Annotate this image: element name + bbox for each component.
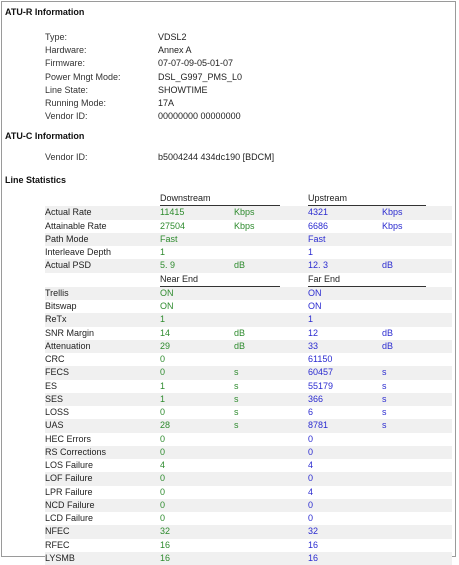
far-unit [382, 472, 452, 485]
near-unit: s [234, 393, 308, 406]
field-label: Line State: [45, 84, 89, 95]
far-unit [382, 512, 452, 525]
far-unit [382, 499, 452, 512]
near-value: 1 [160, 313, 234, 326]
atur-row-hardware [45, 44, 242, 57]
stat-row-lysmb [45, 552, 452, 565]
far-value: 8781 [308, 419, 382, 432]
far-unit [382, 300, 452, 313]
stat-row-es [45, 380, 452, 393]
far-unit [382, 287, 452, 300]
stat-row-retx [45, 313, 452, 326]
near-value: 0 [160, 486, 166, 497]
field-value: 07-07-09-05-01-07 [158, 58, 234, 69]
near-unit [234, 486, 308, 499]
near-value: ON [160, 301, 174, 311]
field-value: SHOWTIME [158, 84, 208, 95]
field-value: 00000000 00000000 [158, 111, 241, 122]
near-unit [234, 233, 308, 246]
stat-label: FECS [45, 366, 160, 379]
far-value: 1 [308, 313, 382, 326]
stat-label: HEC Errors [45, 433, 92, 444]
near-value: 4 [160, 460, 166, 470]
far-header-label: Far End [308, 273, 426, 287]
far-value: 0 [308, 472, 382, 485]
far-value: 0 [308, 446, 382, 459]
far-unit: s [382, 366, 452, 379]
far-unit [382, 552, 452, 565]
near-value: 0 [160, 433, 166, 444]
stat-row-actual-psd [45, 259, 452, 272]
stat-row-uas [45, 419, 452, 432]
near-unit: dB [234, 340, 308, 353]
header-cell-near [160, 192, 308, 206]
near-unit: s [234, 407, 239, 417]
stat-row-nfec [45, 525, 452, 538]
field-value: Annex A [158, 45, 192, 56]
far-unit [382, 233, 452, 246]
header-spacer [45, 192, 160, 206]
far-unit: dB [382, 327, 394, 338]
stat-label: NFEC [45, 525, 160, 538]
stat-label: Interleave Depth [45, 247, 112, 257]
far-unit: Kbps [382, 206, 452, 219]
far-value: 55179 [308, 380, 334, 391]
far-value: 61150 [308, 354, 333, 364]
stat-row-trellis [45, 287, 452, 300]
stat-label: Actual Rate [45, 206, 160, 219]
header-spacer [45, 273, 160, 287]
far-value: 60457 [308, 366, 382, 379]
far-unit [382, 353, 452, 366]
far-unit [382, 539, 452, 552]
stat-row-bitswap [45, 300, 452, 313]
atuc-row-vendor-id [45, 151, 274, 164]
atur-row-type [45, 31, 242, 44]
atur-row-power-mode [45, 71, 242, 84]
far-value: 0 [308, 499, 382, 512]
atur-section-title: ATU-R Information [5, 7, 85, 17]
stat-label: CRC [45, 354, 65, 364]
near-value: 14 [160, 327, 171, 338]
far-value: 16 [308, 539, 319, 550]
far-unit: s [382, 407, 387, 417]
stat-label: Trellis [45, 287, 160, 300]
far-value: 33 [308, 340, 382, 353]
near-value: 16 [160, 552, 234, 565]
near-value: 32 [160, 525, 234, 538]
field-value: 17A [158, 97, 175, 108]
stat-label: Attainable Rate [45, 220, 107, 231]
stat-label: LOS Failure [45, 460, 94, 470]
far-value: 4 [308, 486, 314, 497]
header-cell-far [308, 273, 452, 287]
stat-row-lcd-failure [45, 512, 452, 525]
stats-header-row [45, 273, 452, 287]
near-value: 0 [160, 354, 166, 364]
near-value: 27504 [160, 220, 186, 231]
stat-row-rs-corrections [45, 446, 452, 459]
stat-row-snr-margin [45, 327, 452, 340]
near-unit: s [234, 366, 308, 379]
field-label: Vendor ID: [45, 152, 88, 162]
near-unit: Kbps [234, 206, 308, 219]
stat-label: SES [45, 393, 160, 406]
atur-row-line-state [45, 84, 242, 97]
atur-row-running-mode [45, 97, 242, 110]
stat-row-interleave-depth [45, 246, 452, 259]
near-value: 0 [160, 499, 234, 512]
far-unit [382, 433, 452, 446]
near-unit [234, 246, 308, 259]
far-value: 32 [308, 525, 382, 538]
far-unit [382, 313, 452, 326]
stat-label: Attenuation [45, 340, 160, 353]
line-stats-table [45, 192, 452, 565]
near-unit: dB [234, 327, 246, 338]
field-label: Type: [45, 32, 68, 42]
far-value: 366 [308, 393, 382, 406]
far-unit [382, 486, 452, 499]
far-value: 0 [308, 433, 314, 444]
header-cell-far [308, 192, 452, 206]
far-unit [382, 459, 452, 472]
stat-label: NCD Failure [45, 499, 160, 512]
near-value: 1 [160, 247, 166, 257]
near-unit [234, 433, 308, 446]
far-value: 6686 [308, 220, 329, 231]
field-label: Hardware: [45, 45, 87, 56]
far-value: 1 [308, 247, 314, 257]
near-value: 0 [160, 513, 166, 523]
stat-row-ncd-failure [45, 499, 452, 512]
near-unit: s [234, 419, 308, 432]
near-unit [234, 539, 308, 552]
stat-label: Bitswap [45, 301, 77, 311]
stat-row-los-failure [45, 459, 452, 472]
far-unit: s [382, 393, 452, 406]
far-header-label: Upstream [308, 192, 426, 206]
stat-label: RFEC [45, 539, 70, 550]
near-value: 5. 9 [160, 259, 234, 272]
far-value: 4321 [308, 206, 382, 219]
stat-label: LCD Failure [45, 513, 94, 523]
stat-row-crc [45, 353, 452, 366]
near-value: Fast [160, 233, 234, 246]
stat-row-actual-rate [45, 206, 452, 219]
atur-row-firmware [45, 57, 242, 70]
stat-label: LPR Failure [45, 486, 93, 497]
near-unit [234, 287, 308, 300]
field-value: VDSL2 [158, 32, 187, 42]
stat-label: SNR Margin [45, 327, 95, 338]
near-header-label: Downstream [160, 192, 280, 206]
near-value: 1 [160, 393, 234, 406]
far-unit: s [382, 419, 452, 432]
far-value: 12 [308, 327, 319, 338]
near-value: 11415 [160, 206, 234, 219]
far-value: 12. 3 [308, 259, 382, 272]
field-label: Power Mngt Mode: [45, 71, 121, 82]
far-unit: dB [382, 259, 452, 272]
field-value: DSL_G997_PMS_L0 [158, 71, 243, 82]
stat-label: LYSMB [45, 552, 160, 565]
far-unit: Kbps [382, 220, 403, 231]
stat-label: Actual PSD [45, 259, 160, 272]
stat-label: RS Corrections [45, 446, 160, 459]
stat-row-lof-failure [45, 472, 452, 485]
stat-row-attenuation [45, 340, 452, 353]
near-unit [234, 459, 308, 472]
far-unit [382, 446, 452, 459]
stat-row-attainable-rate [45, 220, 452, 233]
stat-row-path-mode [45, 233, 452, 246]
stat-row-rfec [45, 539, 452, 552]
stat-label: LOF Failure [45, 472, 160, 485]
near-value: 1 [160, 380, 166, 391]
far-unit [382, 525, 452, 538]
near-unit: Kbps [234, 220, 255, 231]
near-value: 29 [160, 340, 234, 353]
field-label: Running Mode: [45, 97, 107, 108]
near-unit: s [234, 380, 239, 391]
atur-row-vendor-id [45, 110, 242, 123]
near-unit [234, 446, 308, 459]
near-unit [234, 472, 308, 485]
far-value: Fast [308, 233, 382, 246]
near-unit [234, 313, 308, 326]
near-unit [234, 525, 308, 538]
stat-label: Path Mode [45, 233, 160, 246]
near-value: 28 [160, 419, 234, 432]
far-value: 0 [308, 513, 314, 523]
field-label: Firmware: [45, 58, 85, 69]
header-cell-near [160, 273, 308, 287]
near-value: 16 [160, 539, 171, 550]
near-unit: dB [234, 259, 308, 272]
near-value: 0 [160, 472, 234, 485]
stat-label: ReTx [45, 313, 160, 326]
stat-row-lpr-failure [45, 486, 452, 499]
atur-info-list [45, 31, 242, 123]
far-value: 16 [308, 552, 382, 565]
near-unit [234, 512, 308, 525]
field-value: b5004244 434dc190 [BDCM] [158, 152, 275, 162]
near-unit [234, 300, 308, 313]
atuc-info-list [45, 151, 274, 164]
near-unit [234, 552, 308, 565]
far-value: ON [308, 287, 382, 300]
near-header-label: Near End [160, 273, 280, 287]
atuc-section-title: ATU-C Information [5, 131, 85, 141]
rate-header-row [45, 192, 452, 206]
near-unit [234, 499, 308, 512]
stat-label: UAS [45, 419, 160, 432]
near-value: 0 [160, 407, 166, 417]
far-unit: dB [382, 340, 452, 353]
far-value: ON [308, 301, 322, 311]
stat-label: ES [45, 380, 58, 391]
near-value: 0 [160, 446, 234, 459]
near-unit [234, 353, 308, 366]
line-stats-title: Line Statistics [5, 175, 67, 185]
stat-label: LOSS [45, 407, 70, 417]
field-label: Vendor ID: [45, 111, 88, 122]
near-value: 0 [160, 366, 234, 379]
far-unit: s [382, 380, 387, 391]
stat-row-loss [45, 406, 452, 419]
far-value: 6 [308, 407, 314, 417]
stat-row-hec-errors [45, 433, 452, 446]
stat-row-fecs [45, 366, 452, 379]
stat-row-ses [45, 393, 452, 406]
far-unit [382, 246, 452, 259]
near-value: ON [160, 287, 234, 300]
far-value: 4 [308, 460, 314, 470]
